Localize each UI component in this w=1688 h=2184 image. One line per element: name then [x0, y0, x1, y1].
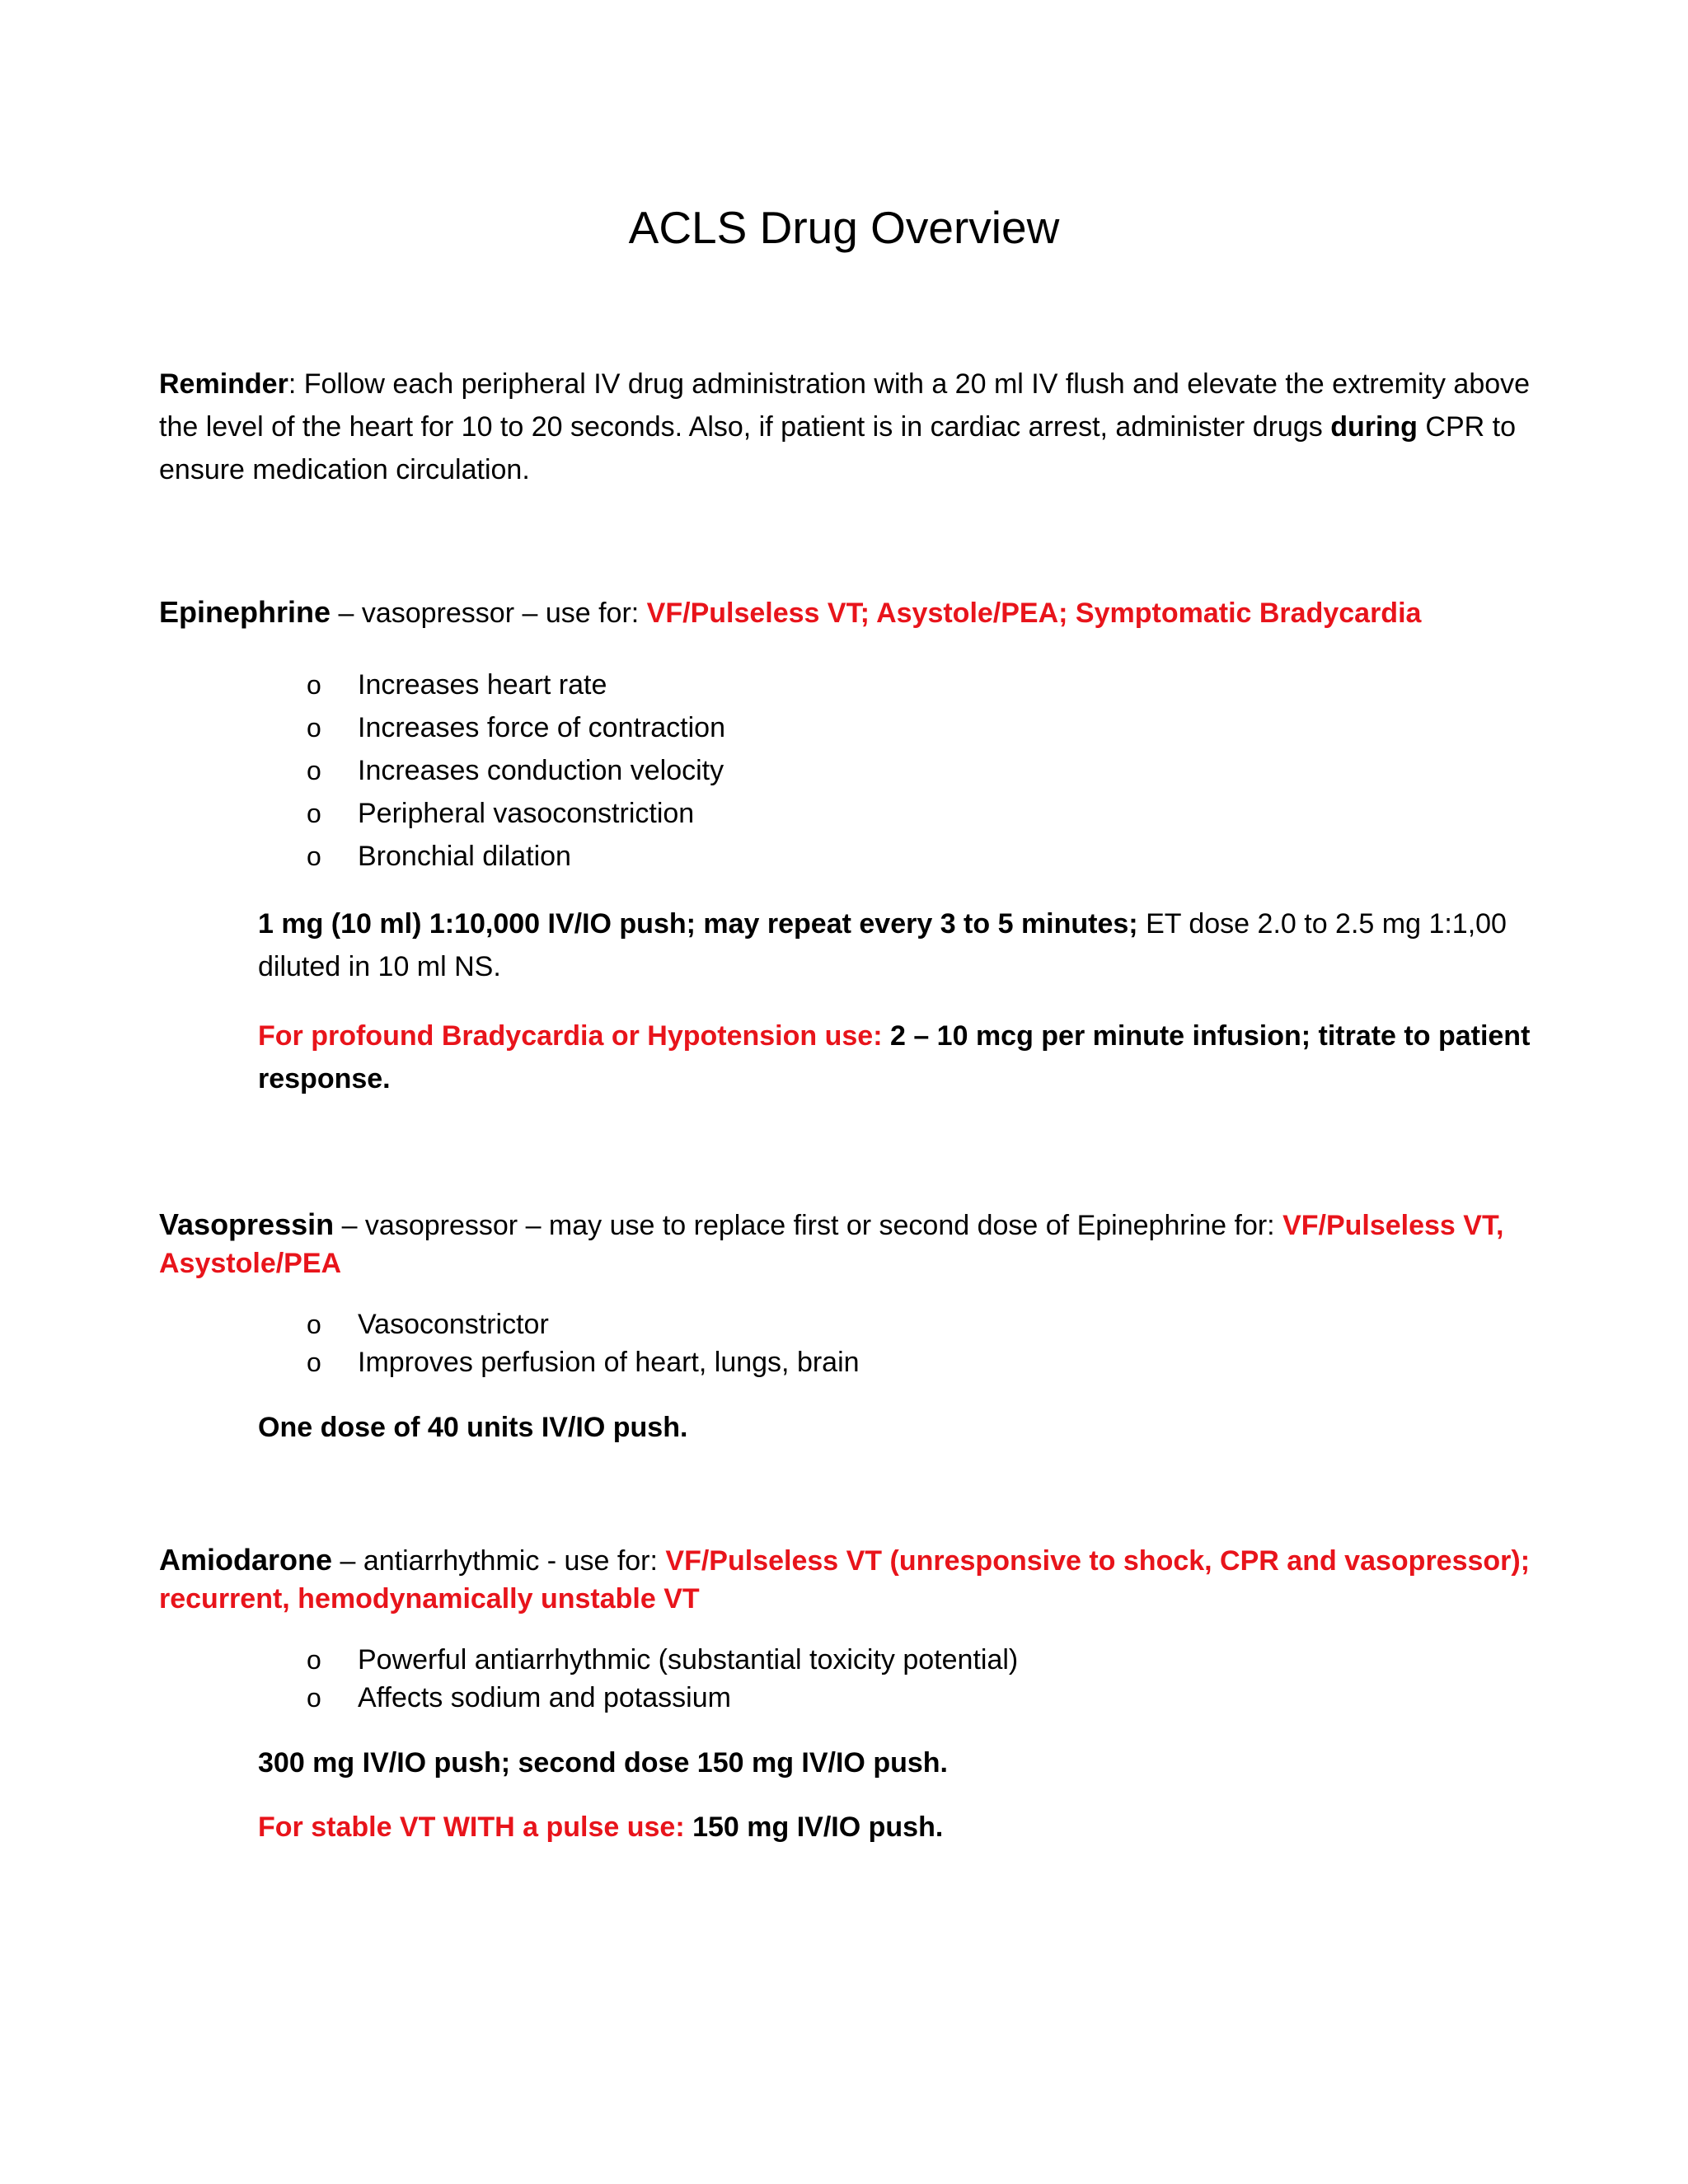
vasopressin-name: Vasopressin [159, 1207, 335, 1241]
epinephrine-name: Epinephrine [159, 595, 331, 629]
list-item: o Increases heart rate [159, 663, 1560, 706]
epinephrine-section [159, 593, 1560, 1100]
list-item: o Peripheral vasoconstriction [159, 792, 1560, 835]
epinephrine-heading [159, 593, 1560, 632]
vasopressin-effects-list [159, 1305, 1560, 1381]
list-item: o Affects sodium and potassium [159, 1679, 1560, 1717]
circle-bullet-icon: o [307, 799, 321, 828]
vasopressin-heading [159, 1206, 1560, 1282]
reminder-text-1: : Follow each peripheral IV drug administration with a 20 ml IV flush and elevate the extremity above the level of the heart for 10 to 20 seconds. Also, if patient is in cardiac arrest, administer drugs [159, 368, 1531, 443]
amiodarone-section [159, 1541, 1560, 1849]
circle-bullet-icon: o [307, 713, 321, 743]
epinephrine-indications: VF/Pulseless VT; Asystole/PEA; Symptomatic Bradycardia [646, 598, 1422, 629]
list-item: o Bronchial dilation [159, 835, 1560, 878]
list-item: o Increases force of contraction [159, 706, 1560, 749]
reminder-emphasis: during [1330, 411, 1418, 443]
epinephrine-effects-list [159, 663, 1560, 878]
circle-bullet-icon: o [307, 841, 321, 871]
amiodarone-heading [159, 1541, 1560, 1618]
page-title: ACLS Drug Overview [628, 202, 1060, 253]
reminder-label: Reminder [159, 368, 288, 400]
list-item: o Vasoconstrictor [159, 1305, 1560, 1343]
circle-bullet-icon: o [307, 756, 321, 785]
vasopressin-dose: One dose of 40 units IV/IO push. [258, 1412, 688, 1443]
epinephrine-dose: 1 mg (10 ml) 1:10,000 IV/IO push; may repeat every 3 to 5 minutes; ET dose 2.0 to 2.5 mg 1:1,00 diluted in 10 ml NS. [258, 908, 1507, 982]
reminder-text-2: CPR to ensure medication circulation. [159, 411, 1517, 485]
vasopressin-description: – vasopressor – may use to replace first or second dose of Epinephrine for: [334, 1210, 1283, 1241]
circle-bullet-icon: o [307, 1310, 321, 1339]
list-item: o Increases conduction velocity [159, 749, 1560, 792]
epinephrine-description: – vasopressor – use for: [331, 598, 647, 629]
circle-bullet-icon: o [307, 1645, 321, 1675]
amiodarone-alt-dose: For stable VT WITH a pulse use: 150 mg IV/IO push. [258, 1811, 944, 1843]
reminder-paragraph [159, 363, 1560, 491]
vasopressin-section [159, 1206, 1560, 1449]
circle-bullet-icon: o [307, 1683, 321, 1713]
circle-bullet-icon: o [307, 1347, 321, 1377]
circle-bullet-icon: o [307, 670, 321, 700]
amiodarone-name: Amiodarone [159, 1543, 333, 1577]
list-item: o Powerful antiarrhythmic (substantial toxicity potential) [159, 1641, 1560, 1679]
amiodarone-description: – antiarrhythmic - use for: [332, 1545, 666, 1577]
amiodarone-indications: VF/Pulseless VT (unresponsive to shock, CPR and vasopressor); recurrent, hemodynamically unstable VT [159, 1545, 1531, 1615]
amiodarone-effects-list [159, 1641, 1560, 1717]
amiodarone-dose: 300 mg IV/IO push; second dose 150 mg IV/IO push. [258, 1747, 948, 1779]
epinephrine-alt-dose: For profound Bradycardia or Hypotension use: 2 – 10 mcg per minute infusion; titrate to patient response. [258, 1020, 1531, 1094]
list-item: o Improves perfusion of heart, lungs, brain [159, 1343, 1560, 1381]
vasopressin-indications: VF/Pulseless VT, Asystole/PEA [159, 1210, 1504, 1279]
